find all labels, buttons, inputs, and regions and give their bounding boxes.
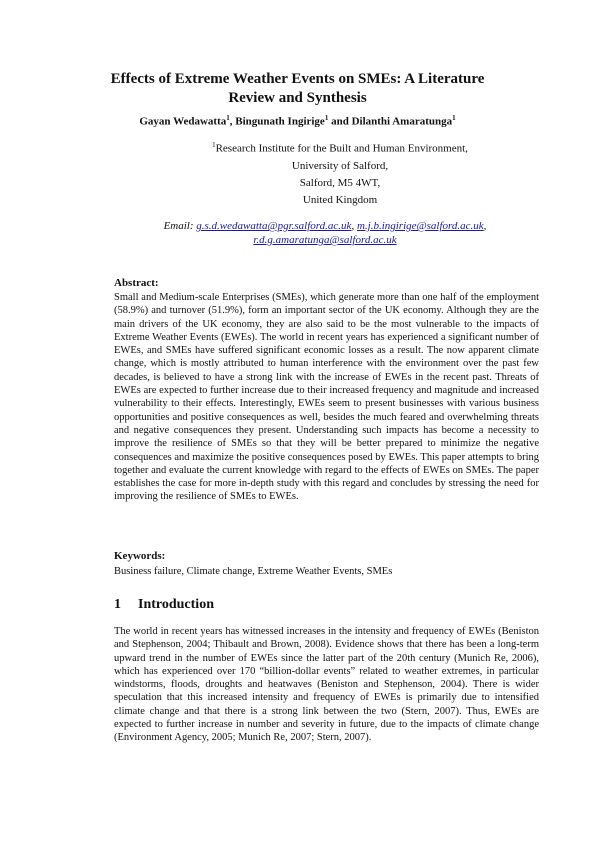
section-number: 1 xyxy=(114,597,121,612)
affiliation-marker: 1 xyxy=(452,114,456,122)
author-name: Gayan Wedawatta xyxy=(139,115,227,128)
email-block xyxy=(120,219,530,247)
affiliation-marker: 1 xyxy=(324,114,329,122)
affiliation-line: University of Salford, xyxy=(291,159,389,172)
email-separator: , xyxy=(351,220,357,232)
author-separator: and xyxy=(328,115,352,128)
title-line-2: Review and Synthesis xyxy=(228,90,367,106)
affiliation-institute: Research Institute for the Built and Human Environment, xyxy=(215,142,468,155)
affiliation-line xyxy=(150,137,530,158)
email-line xyxy=(120,219,530,233)
email-label: Email: xyxy=(163,220,197,232)
author-name: Bingunath Ingirige xyxy=(235,115,325,128)
abstract-text: Small and Medium-scale Enterprises (SMEs), which generate more than one half of the employment (58.9%) and turnover (51.9%), form an important sector of the UK economy. Although they are the main drivers of the UK economy, they are also said to be the most vulnerable to the impacts of Extreme Weather Events (EWEs). The world in recent years has experienced a significant number of EWEs, and SMEs have suffered significant economic losses as a result. The now apparent climate change, which is mostly attributed to human interference with the environment over the past few decades, is believed to have a strong link with the increase of EWEs in the recent past. Threats of EWEs are expected to further increase due to their increased frequency and magnitude and increased vulnerability to their effects. Interestingly, EWEs seem to present businesses with various business opportunities and positive consequences as well, besides the much feared and overwhelming threats and negative consequences they present. Understanding such impacts has become a necessity to improve the resilience of SMEs so that they will be better prepared to minimize the negative consequences and maximize the positive consequences posed by EWEs. This paper attempts to bring together and evaluate the current knowledge with regard to the effects of EWEs on SMEs. The paper establishes the case for more in-depth study with this regard and concludes by stressing the need for improving the resilience of SMEs to EWEs. xyxy=(114,292,539,503)
email-link[interactable]: r.d.g.amaratunga@salford.ac.uk xyxy=(253,234,397,246)
affiliation-block xyxy=(150,137,530,209)
author-separator: , xyxy=(229,115,236,128)
section-title: Introduction xyxy=(138,597,214,612)
author-name: Dilanthi Amaratunga xyxy=(351,115,453,128)
keywords-text: Business failure, Climate change, Extreme Weather Events, SMEs xyxy=(114,566,393,577)
email-link[interactable]: g.s.d.wedawatta@pgr.salford.ac.uk xyxy=(196,220,352,232)
keywords-heading: Keywords: xyxy=(114,550,166,562)
email-line xyxy=(120,233,530,247)
email-link[interactable]: m.j.b.ingirige@salford.ac.uk xyxy=(356,220,484,232)
paper-title xyxy=(60,70,535,108)
email-separator: , xyxy=(483,220,487,232)
introduction-heading xyxy=(114,597,214,613)
title-line-1: Effects of Extreme Weather Events on SMEs: A Literature xyxy=(110,71,485,87)
affiliation-line: United Kingdom xyxy=(302,193,378,206)
abstract-heading: Abstract: xyxy=(114,277,159,289)
introduction-text: The world in recent years has witnessed increases in the intensity and frequency of EWEs (Beniston and Stephenson, 2004; Thibault and Brown, 2008). Evidence shows that there has been a long-term upward trend in the number of EWEs since the latter part of the 20th century (Munich Re, 2006), which has experienced over 170 “billion-dollar events” related to weather extremes, in particular windstorms, floods, droughts and heatwaves (Beniston and Stephenson, 2004). There is wider speculation that this increased intensity and frequency of EWEs is primarily due to intensified climate change and that there is a strong link between the two (Stern, 2007). Thus, EWEs are expected to further increase in number and severity in future, due to the impacts of climate change (Environment Agency, 2005; Munich Re, 2007; Stern, 2007). xyxy=(114,626,539,744)
affiliation-marker: 1 xyxy=(212,141,216,149)
affiliation-marker: 1 xyxy=(226,114,230,122)
author-list xyxy=(60,111,535,129)
affiliation-line: Salford, M5 4WT, xyxy=(299,176,381,189)
